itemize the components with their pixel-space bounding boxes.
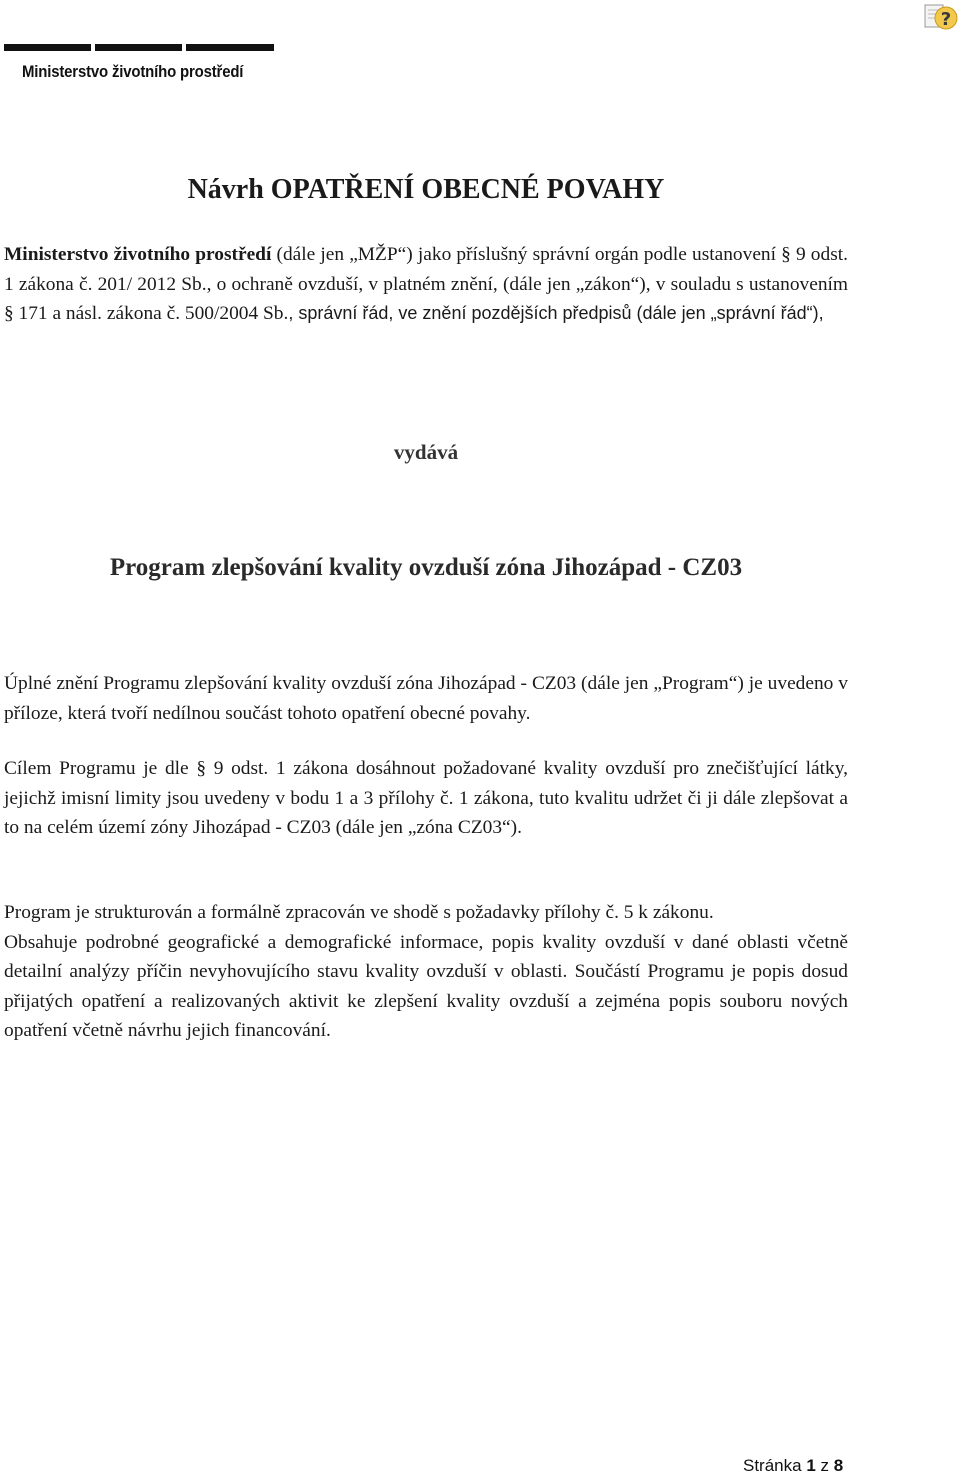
header-bars [4, 44, 274, 51]
page-label: Stránka [743, 1456, 802, 1475]
page-current: 1 [806, 1456, 816, 1475]
header-bar [95, 44, 182, 51]
help-icon[interactable] [924, 2, 958, 32]
paragraph-goal: Cílem Programu je dle § 9 odst. 1 zákona dosáhnout požadované kvality ovzduší pro znečišťující látky, jejichž imisní limity jsou uvedeny v bodu 1 a 3 přílohy č. 1 zákona, tuto kvalitu udržet či ji dále zlepšovat a to na celém území zóny Jihozápad - CZ03 (dále jen „zóna CZ03“). [4, 758, 848, 838]
ministry-logo: Ministerstvo životního prostředí [22, 62, 244, 81]
program-title: Program zlepšování kvality ovzduší zóna Jihozápad - CZ03 [109, 554, 743, 581]
authority-name: Ministerstvo životního prostředí [4, 244, 272, 265]
intro-text: (dále jen „MŽP“) jako příslušný správní orgán podle ustanovení § 9 odst. 1 zákona č. 201/ 2012 Sb., o ochraně ovzduší, v platném znění, (dále jen „zákon“), v souladu s ustanovením § 171 a násl. zákona č. 500/2004 Sb. [4, 244, 848, 324]
document-title: Návrh OPATŘENÍ OBECNÉ POVAHY [187, 174, 665, 205]
header-bar [4, 44, 91, 51]
intro-paragraph [4, 240, 848, 329]
paragraph-structure-lead: Program je strukturován a formálně zpracován ve shodě s požadavky přílohy č. 5 k zákonu. [4, 902, 714, 923]
header-bar [186, 44, 274, 51]
paragraph-structure-body: Obsahuje podrobné geografické a demografické informace, popis kvality ovzduší v dané oblasti včetně detailní analýzy příčin nevyhovujícího stavu kvality ovzduší v oblasti. Součástí Programu je popis dosud přijatých opatření a realizovaných aktivit ke zlepšení kvality ovzduší a zejména popis souboru nových opatření včetně návrhu jejich financování. [4, 931, 848, 1041]
intro-text-continued: , správní řád, ve znění pozdějších předpisů (dále jen „správní řád“), [288, 303, 824, 323]
paragraph-structure [4, 898, 848, 1046]
page-number [743, 1456, 843, 1476]
issues-heading: vydává [393, 440, 459, 464]
page-of: z [820, 1456, 830, 1475]
svg-text:?: ? [940, 9, 952, 30]
page-total: 8 [833, 1456, 844, 1475]
paragraph-full-text: Úplné znění Programu zlepšování kvality ovzduší zóna Jihozápad - CZ03 (dále jen „Program“) je uvedeno v příloze, která tvoří nedílnou součást tohoto opatření obecné povahy. [4, 673, 848, 724]
